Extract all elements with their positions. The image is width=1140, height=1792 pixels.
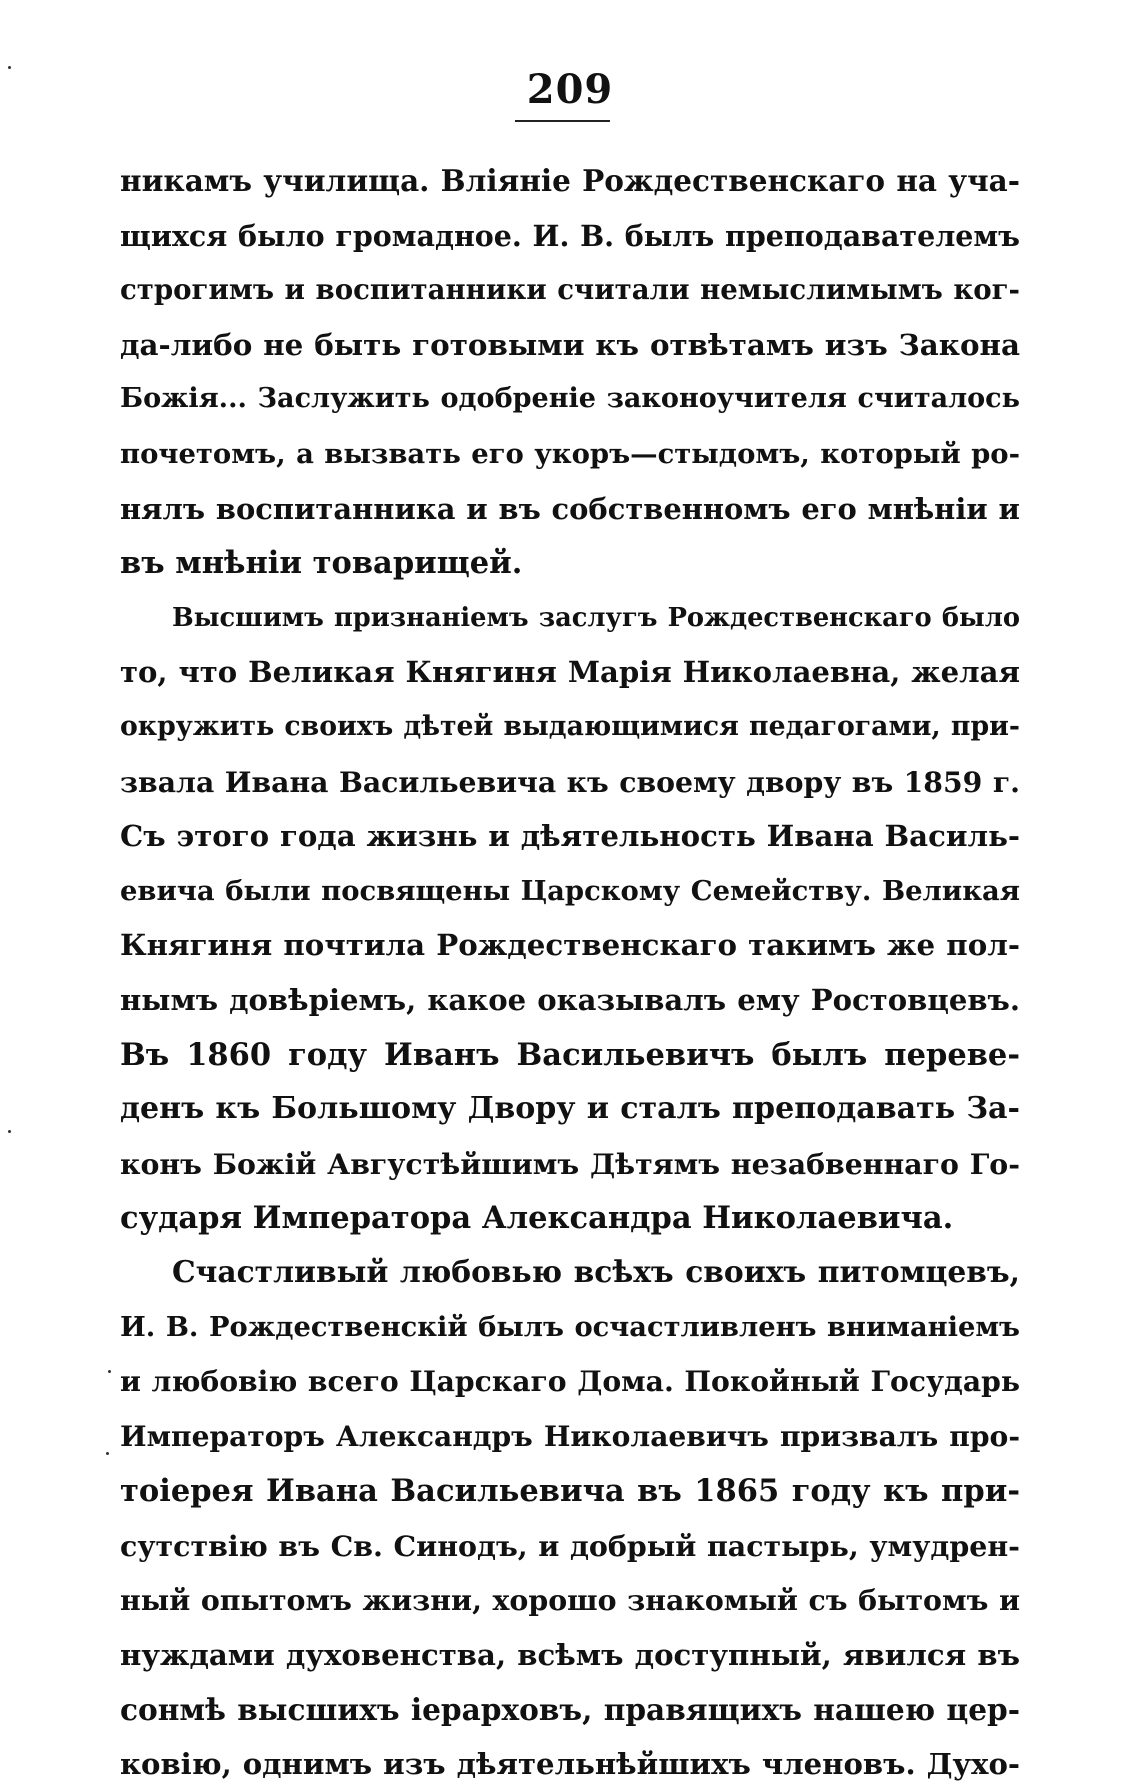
text-line: тоіерея Ивана Васильевича въ 1865 году къ при-	[120, 1473, 1020, 1510]
text-line: сударя Императора Александра Николаевича.	[120, 1200, 954, 1237]
scan-speck	[108, 1370, 111, 1373]
text-line: евича были посвящены Царскому Семейству. Великая	[120, 874, 1020, 907]
text-line: и любовію всего Царскаго Дома. Покойный Государь	[120, 1365, 1020, 1399]
text-line: Высшимъ признаніемъ заслугъ Рождественскаго было	[172, 602, 1020, 633]
text-line: ный опытомъ жизни, хорошо знакомый съ бытомъ и	[120, 1583, 1020, 1618]
text-line: никамъ училища. Вліяніе Рождественскаго на уча-	[120, 163, 1020, 198]
page-number: 209	[526, 66, 614, 113]
text-line: почетомъ, а вызвать его укоръ—стыдомъ, который ро-	[120, 437, 1020, 470]
scan-speck	[106, 1452, 109, 1455]
text-line: нялъ воспитанника и въ собственномъ его мнѣніи и	[120, 491, 1020, 526]
text-line: щихся было громадное. И. В. былъ преподавателемъ	[120, 218, 1020, 253]
text-line: конъ Божій Августѣйшимъ Дѣтямъ незабвеннаго Го-	[120, 1146, 1020, 1181]
text-line: Счастливый любовью всѣхъ своихъ питомцевъ,	[172, 1254, 1020, 1290]
text-line: И. В. Рождественскій былъ осчастливленъ вниманіемъ	[120, 1311, 1020, 1344]
text-line: строгимъ и воспитанники считали немыслимымъ ког-	[120, 273, 1020, 307]
text-line: да-либо не быть готовыми къ отвѣтамъ изъ Закона	[120, 326, 1020, 362]
text-line: Императоръ Александръ Николаевичъ призвалъ про-	[120, 1419, 1020, 1453]
page-number-underline	[515, 120, 610, 122]
scan-speck	[8, 1130, 11, 1133]
text-line: Съ этого года жизнь и дѣятельность Ивана Василь-	[120, 819, 1020, 854]
text-line: Божія... Заслужить одобреніе законоучителя считалось	[120, 383, 1020, 415]
text-line: сонмѣ высшихъ іерарховъ, правящихъ нашею цер-	[120, 1691, 1020, 1727]
text-line: Въ 1860 году Иванъ Васильевичъ былъ переве-	[120, 1036, 1020, 1073]
text-line: въ мнѣніи товарищей.	[120, 545, 523, 582]
scan-speck	[8, 66, 11, 69]
text-line: звала Ивана Васильевича къ своему двору въ 1859 г.	[120, 764, 1020, 799]
text-line: окружить своихъ дѣтей выдающимися педагогами, при-	[120, 710, 1020, 742]
text-line: Княгиня почтила Рождественскаго такимъ же пол-	[120, 928, 1020, 963]
text-line: ковію, однимъ изъ дѣятельнѣйшихъ членовъ. Духо-	[120, 1747, 1020, 1782]
text-line: нуждами духовенства, всѣмъ доступный, явился въ	[120, 1638, 1020, 1673]
body-text	[120, 154, 1020, 1792]
text-line: то, что Великая Княгиня Марія Николаевна, желая	[120, 655, 1020, 690]
text-line: денъ къ Большому Двору и сталъ преподавать За-	[120, 1091, 1020, 1127]
text-line: сутствію въ Св. Синодъ, и добрый пастырь, умудрен-	[120, 1528, 1020, 1563]
text-line: нымъ довѣріемъ, какое оказывалъ ему Ростовцевъ.	[120, 982, 1020, 1017]
